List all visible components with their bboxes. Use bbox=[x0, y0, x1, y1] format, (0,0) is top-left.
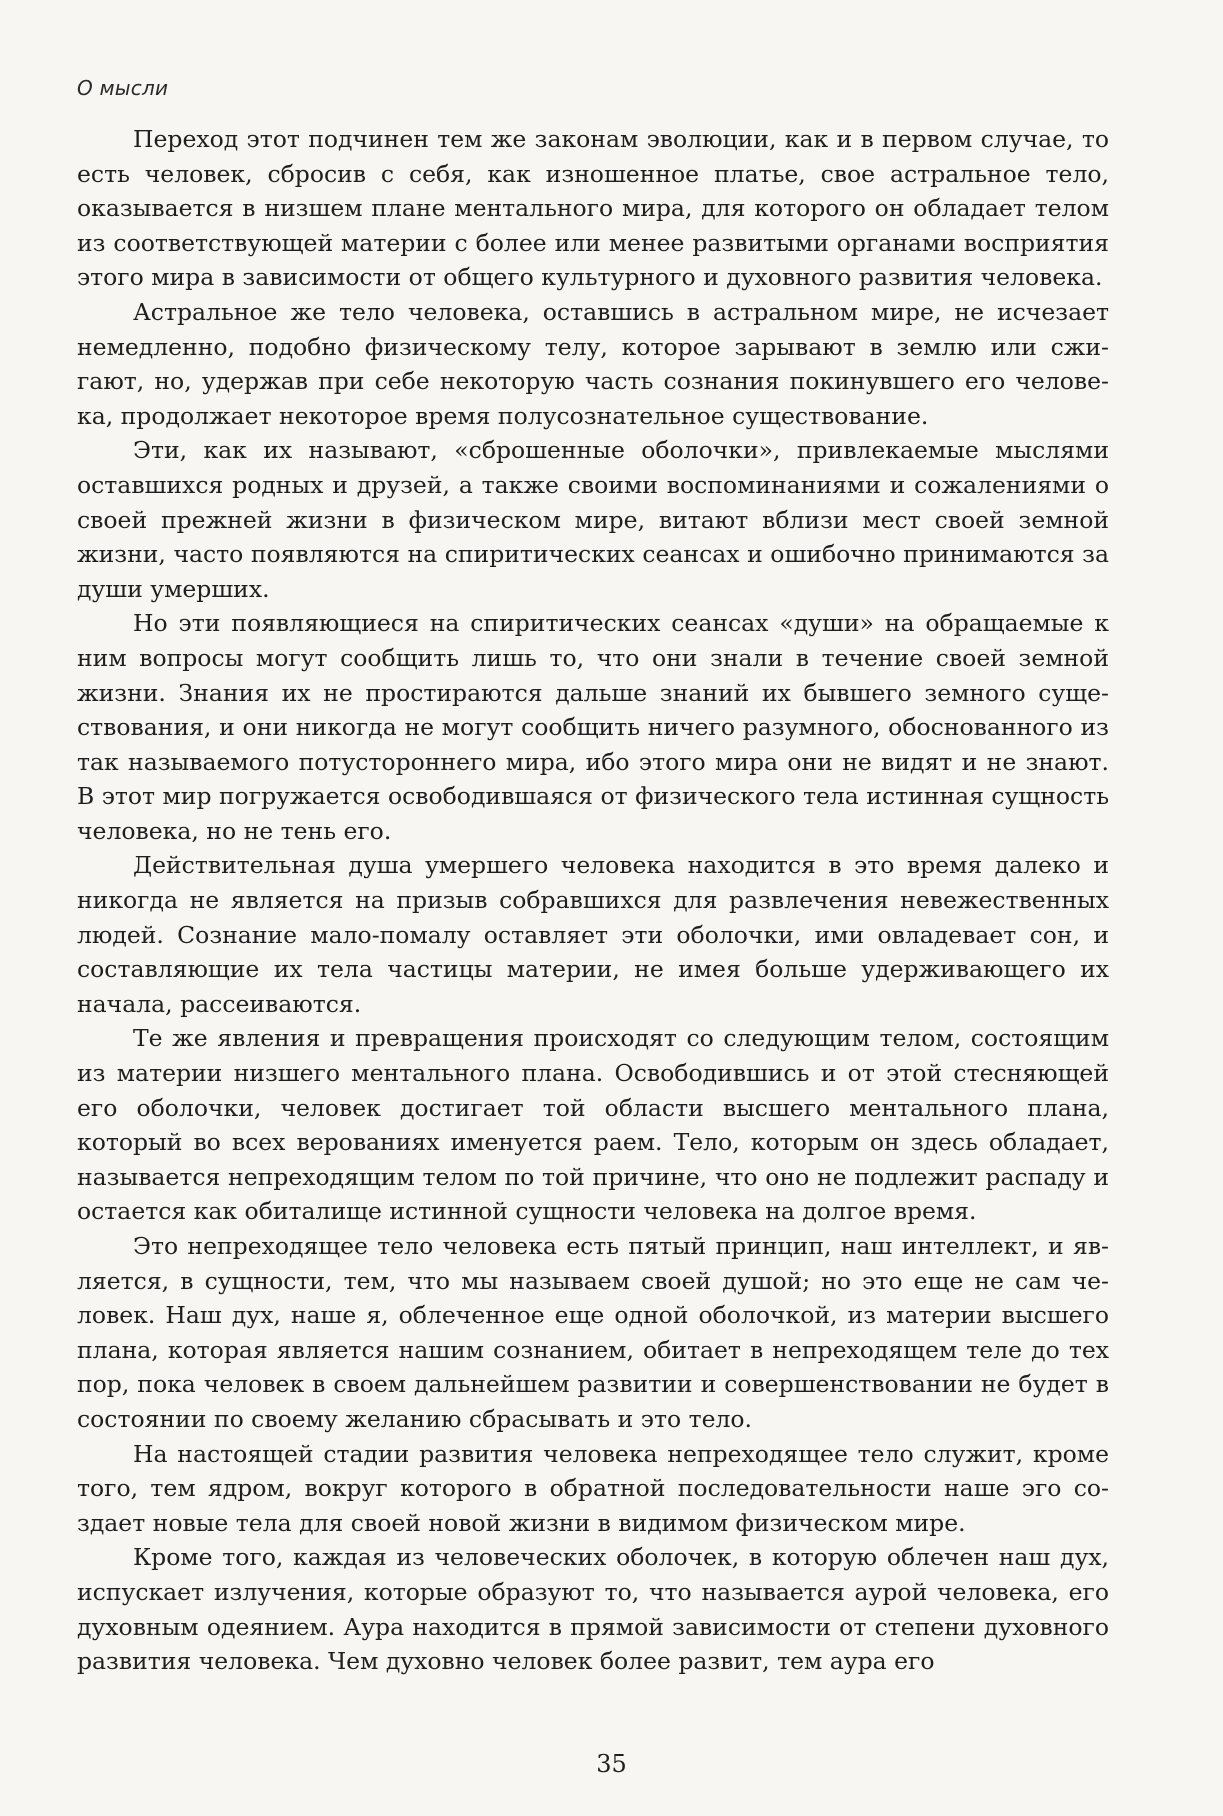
paragraph: Но эти появляющиеся на спиритических сеансах «души» на обращаемые к ним вопросы могут сообщить лишь то, что они знали в течение своей земной жизни. Знания их не простираются дальше знаний их бывшего земного существования, и они никогда не могут сообщить ничего разумного, обоснованного из так называемого потустороннего мира, ибо этого мира они не видят и не знают. В этот мир погружается освободившаяся от физического тела истинная сущность человека, но не тень его. bbox=[77, 609, 1110, 845]
paragraph: На настоящей стадии развития человека непреходящее тело служит, кроме того, тем ядром, вокруг которого в обратной последовательности наше эго создает новые тела для своей новой жизни в видимом физическом мире. bbox=[77, 1439, 1109, 1537]
page-number: 35 bbox=[596, 1750, 627, 1778]
paragraph: Действительная душа умершего человека находится в это время далеко и никогда не является на призыв собравшихся для развлечения невежественных людей. Сознание мало-помалу оставляет эти оболочки, ими овладевает сон, и составляющие их тела частицы материи, не имея больше удерживающего их начала, рассеиваются. bbox=[77, 851, 1109, 1018]
running-head: О мысли bbox=[77, 76, 169, 100]
paragraph: Кроме того, каждая из человеческих оболочек, в которую облечен наш дух, испускает излучения, которые образуют то, что называется аурой человека, его духовным одеянием. Аура находится в прямой зависимости от степени духовного развития человека. Чем духовно человек более развит, тем аура его bbox=[77, 1543, 1109, 1676]
paragraph: Это непреходящее тело человека есть пятый принцип, наш интеллект, и является, в сущности, тем, что мы называем своей душой; но это еще не сам человек. Наш дух, наше я, облеченное еще одной оболочкой, из материи высшего плана, которая является нашим сознанием, обитает в непреходящем теле до тех пор, пока человек в своем дальнейшем развитии и совершенствовании не будет в состоянии по своему желанию сбрасывать и это тело. bbox=[77, 1232, 1109, 1433]
paragraph: Переход этот подчинен тем же законам эволюции, как и в первом случае, то есть человек, сбросив с себя, как изношенное платье, свое астральное тело, оказывается в низшем плане ментального мира, для которого он обладает телом из соответствующей материи с более или менее развитыми органами восприятия этого мира в зависимости от общего культурного и духовного развития человека. bbox=[77, 125, 1109, 292]
paragraph: Эти, как их называют, «сброшенные оболочки», привлекаемые мыслями оставшихся родных и друзей, а также своими воспоминаниями и сожалениями о своей прежней жизни в физическом мире, витают вблизи мест своей земной жизни, часто появляются на спиритических сеансах и ошибочно принимаются за души умерших. bbox=[77, 436, 1109, 603]
body-text bbox=[77, 122, 1109, 1679]
paragraph: Астральное же тело человека, оставшись в астральном мире, не исчезает немедленно, подобно физическому телу, которое зарывают в землю или сжигают, но, удержав при себе некоторую часть сознания покинувшего его человека, продолжает некоторое время полусознательное существование. bbox=[77, 297, 1109, 430]
paragraph: Те же явления и превращения происходят со следующим телом, состоящим из материи низшего ментального плана. Освободившись и от этой стесняющей его оболочки, человек достигает той области высшего ментального плана, который во всех верованиях именуется раем. Тело, которым он здесь обладает, называется непреходящим телом по той причине, что оно не подлежит распаду и остается как обиталище истинной сущности человека на долгое время. bbox=[77, 1024, 1109, 1226]
